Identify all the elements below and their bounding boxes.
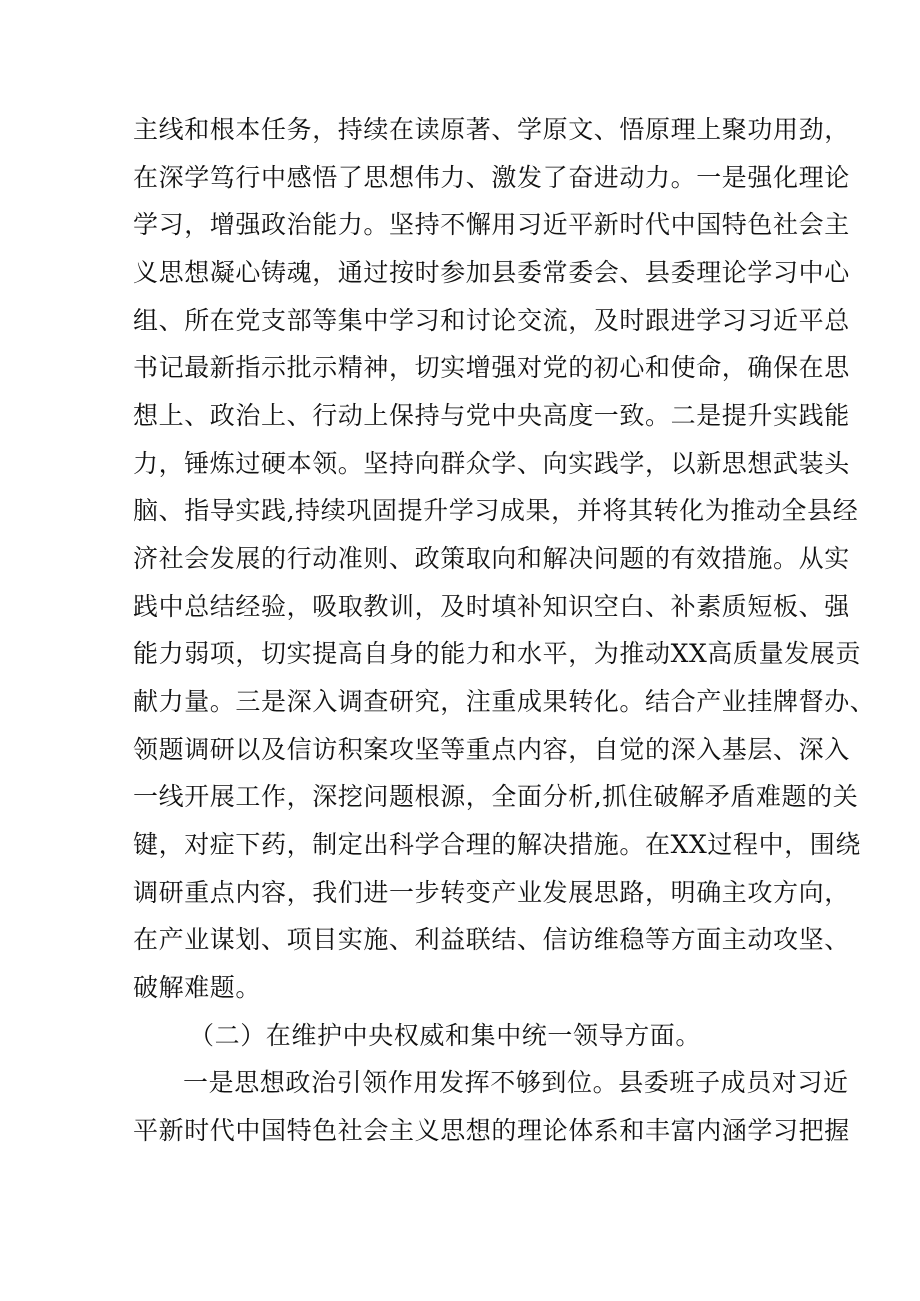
body-text-line: 践中总结经验，吸取教训，及时填补知识空白、补素质短板、强 — [133, 592, 850, 621]
body-text-line: 组、所在党支部等集中学习和讨论交流，及时跟进学习习近平总 — [133, 306, 850, 335]
body-text-line: 调研重点内容，我们进一步转变产业发展思路，明确主攻方向， — [133, 878, 850, 907]
body-text-line: 义思想凝心铸魂，通过按时参加县委常委会、县委理论学习中心 — [133, 258, 850, 287]
body-text-line: 书记最新指示批示精神，切实增强对党的初心和使命，确保在思 — [133, 353, 850, 382]
body-text-line: 力，锤炼过硬本领。坚持向群众学、向实践学，以新思想武装头 — [133, 449, 850, 478]
body-text-line: 济社会发展的行动准则、政策取向和解决问题的有效措施。从实 — [133, 544, 850, 573]
body-text-line: 主线和根本任务，持续在读原著、学原文、悟原理上聚功用劲， — [133, 115, 850, 144]
body-text-line: 在深学笃行中感悟了思想伟力、激发了奋进动力。一是强化理论 — [133, 163, 850, 192]
section-heading: （二）在维护中央权威和集中统一领导方面。 — [189, 1021, 702, 1050]
body-text-line: 在产业谋划、项目实施、利益联结、信访维稳等方面主动攻坚、 — [133, 925, 850, 954]
body-text-line: 想上、政治上、行动上保持与党中央高度一致。二是提升实践能 — [133, 401, 850, 430]
body-text-line: 一线开展工作，深挖问题根源，全面分析,抓住破解矛盾难题的关 — [133, 782, 859, 811]
body-text-line: 脑、指导实践,持续巩固提升学习成果，并将其转化为推动全县经 — [133, 496, 859, 525]
body-text-line: 领题调研以及信访积案攻坚等重点内容，自觉的深入基层、深入 — [133, 735, 850, 764]
body-text-line: 平新时代中国特色社会主义思想的理论体系和丰富内涵学习把握 — [133, 1116, 850, 1145]
body-text-line: 能力弱项，切实提高自身的能力和水平，为推动XX高质量发展贡 — [133, 639, 861, 668]
body-text-line: 学习，增强政治能力。坚持不懈用习近平新时代中国特色社会主 — [133, 210, 850, 239]
body-text-line: 一是思想政治引领作用发挥不够到位。县委班子成员对习近 — [183, 1068, 849, 1097]
body-text-line: 键，对症下药，制定出科学合理的解决措施。在XX过程中，围绕 — [133, 830, 861, 859]
body-text-line: 破解难题。 — [133, 973, 262, 1002]
body-text-line: 献力量。三是深入调查研究，注重成果转化。结合产业挂牌督办、 — [133, 687, 876, 716]
